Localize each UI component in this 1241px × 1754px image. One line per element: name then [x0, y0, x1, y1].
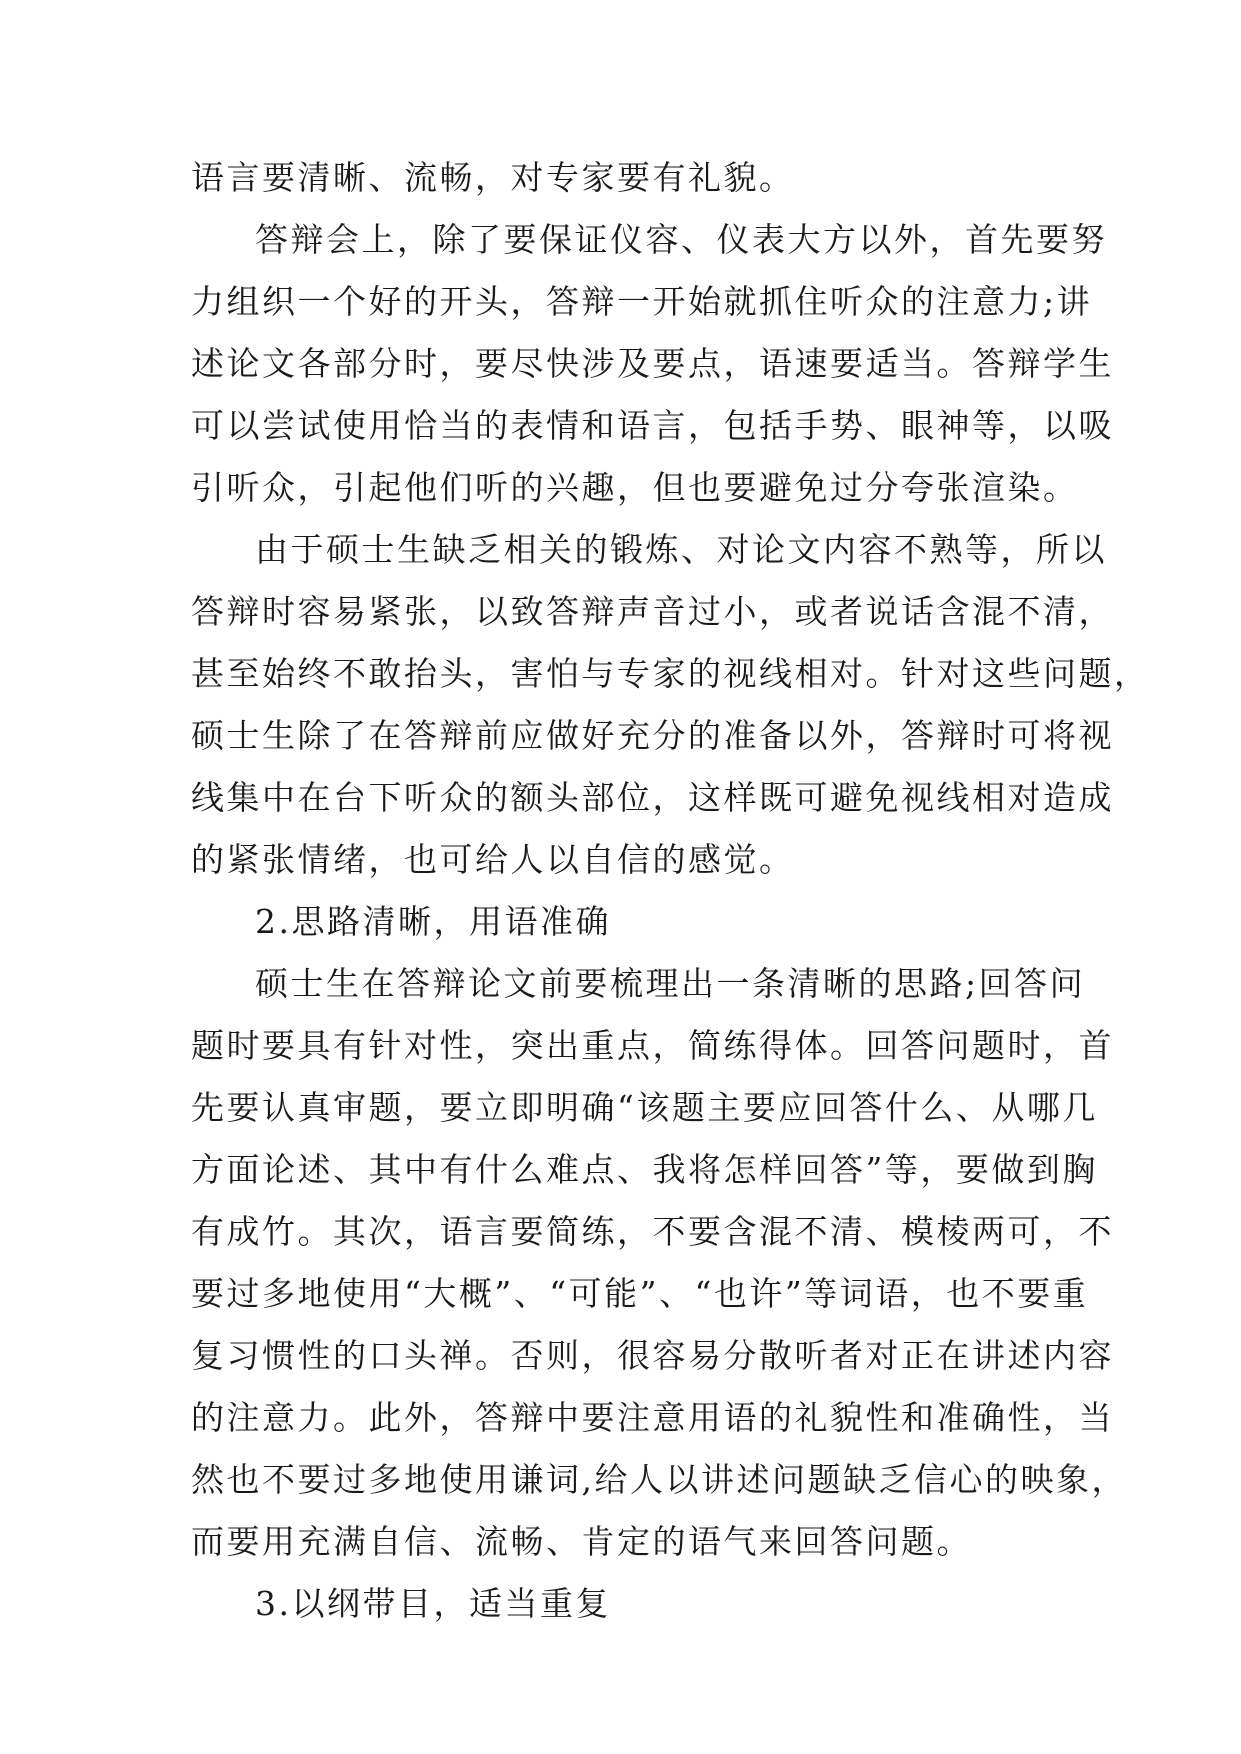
paragraph-first-line: 硕士生在答辩论文前要梳理出一条清晰的思路;回答问: [255, 964, 1086, 1003]
text-line: 述论文各部分时，要尽快涉及要点，语速要适当。答辩学生: [191, 344, 1114, 383]
document-body: [191, 147, 1150, 1635]
text-line: 硕士生除了在答辩前应做好充分的准备以外，答辩时可将视: [191, 716, 1114, 755]
text-line: 语言要清晰、流畅，对专家要有礼貌。: [191, 158, 795, 197]
text-line: 而要用充满自信、流畅、肯定的语气来回答问题。: [191, 1522, 972, 1561]
text-line: 的注意力。此外，答辩中要注意用语的礼貌性和准确性，当: [191, 1398, 1114, 1437]
text-line: 先要认真审题，要立即明确“该题主要应回答什么、从哪几: [191, 1088, 1098, 1127]
text-line: 方面论述、其中有什么难点、我将怎样回答”等，要做到胸: [191, 1150, 1098, 1189]
text-line: 可以尝试使用恰当的表情和语言，包括手势、眼神等，以吸: [191, 406, 1114, 445]
text-line: 甚至始终不敢抬头，害怕与专家的视线相对。针对这些问题，: [191, 654, 1150, 693]
paragraph-first-line: 答辩会上，除了要保证仪容、仪表大方以外，首先要努: [255, 220, 1107, 259]
text-line: 复习惯性的口头禅。否则，很容易分散听者对正在讲述内容: [191, 1336, 1114, 1375]
section-heading: 2.思路清晰，用语准确: [255, 902, 611, 941]
text-line: 然也不要过多地使用谦词,给人以讲述问题缺乏信心的映象，: [191, 1460, 1127, 1499]
text-line: 有成竹。其次，语言要简练，不要含混不清、模棱两可，不: [191, 1212, 1114, 1251]
section-heading: 3.以纲带目，适当重复: [255, 1584, 611, 1623]
text-line: 要过多地使用“大概”、“可能”、“也许”等词语，也不要重: [191, 1274, 1089, 1313]
text-line: 的紧张情绪，也可给人以自信的感觉。: [191, 840, 795, 879]
text-line: 力组织一个好的开头，答辩一开始就抓住听众的注意力;讲: [191, 282, 1093, 321]
text-line: 答辩时容易紧张，以致答辩声音过小，或者说话含混不清，: [191, 592, 1114, 631]
text-line: 线集中在台下听众的额头部位，这样既可避免视线相对造成: [191, 778, 1114, 817]
paragraph-first-line: 由于硕士生缺乏相关的锻炼、对论文内容不熟等，所以: [255, 530, 1107, 569]
text-line: 题时要具有针对性，突出重点，简练得体。回答问题时，首: [191, 1026, 1114, 1065]
text-line: 引听众，引起他们听的兴趣，但也要避免过分夸张渲染。: [191, 468, 1079, 507]
